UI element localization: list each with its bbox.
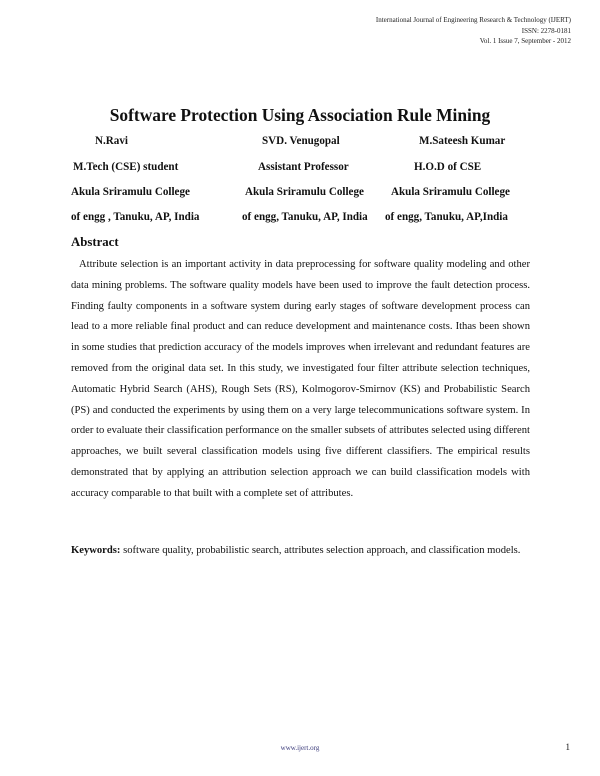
page-number: 1 xyxy=(565,742,570,752)
author-role: Assistant Professor xyxy=(258,161,349,173)
author-name: N.Ravi xyxy=(95,135,128,147)
journal-header xyxy=(271,15,571,47)
author-affiliation-location: of engg, Tanuku, AP, India xyxy=(242,211,368,223)
keywords-section xyxy=(71,541,530,562)
paper-title: Software Protection Using Association Rule Mining xyxy=(109,105,491,125)
abstract-heading: Abstract xyxy=(71,235,119,249)
keywords-label: Keywords: xyxy=(71,545,121,556)
journal-issn: ISSN: 2278-0181 xyxy=(521,26,571,35)
abstract-text: Attribute selection is an important activity in data preprocessing for software quality modeling and other data mining problems. The software quality models have been used to improve the fault detection process. Finding faulty components in a software system during early stages of software development process can lead to a more reliable final product and can reduce development and maintenance costs. Ithas been shown in some studies that prediction accuracy of the models improves when irrelevant and redundant features are removed from the original data set. In this study, we investigated four filter attribute selection techniques, Automatic Hybrid Search (AHS), Rough Sets (RS), Kolmogorov-Smirnov (KS) and Probabilistic Search (PS) and conducted the experiments by using them on a very large telecommunications software system. In order to evaluate their classification performance on the smaller subsets of attributes selected using different approaches, we built several classification models using five different classifiers. The empirical results demonstrated that by applying an attribution selection approach we can build classification models with accuracy comparable to that built with a complete set of attributes. xyxy=(71,259,530,499)
journal-volume: Vol. 1 Issue 7, September - 2012 xyxy=(479,37,571,45)
journal-name: International Journal of Engineering Research & Technology (IJERT) xyxy=(375,16,571,24)
author-affiliation: Akula Sriramulu College xyxy=(245,186,364,198)
keywords-text: software quality, probabilistic search, attributes selection approach, and classification models. xyxy=(123,545,521,556)
author-role: H.O.D of CSE xyxy=(414,161,482,173)
author-name: M.Sateesh Kumar xyxy=(419,135,506,147)
author-role: M.Tech (CSE) student xyxy=(73,161,179,173)
abstract-body xyxy=(71,255,530,505)
author-affiliation: Akula Sriramulu College xyxy=(71,186,190,198)
author-name: SVD. Venugopal xyxy=(262,135,340,147)
author-affiliation-location: of engg , Tanuku, AP, India xyxy=(71,211,200,223)
author-affiliation-location: of engg, Tanuku, AP,India xyxy=(385,211,508,223)
footer-url[interactable]: www.ijert.org xyxy=(280,744,320,752)
author-affiliation: Akula Sriramulu College xyxy=(391,186,510,198)
